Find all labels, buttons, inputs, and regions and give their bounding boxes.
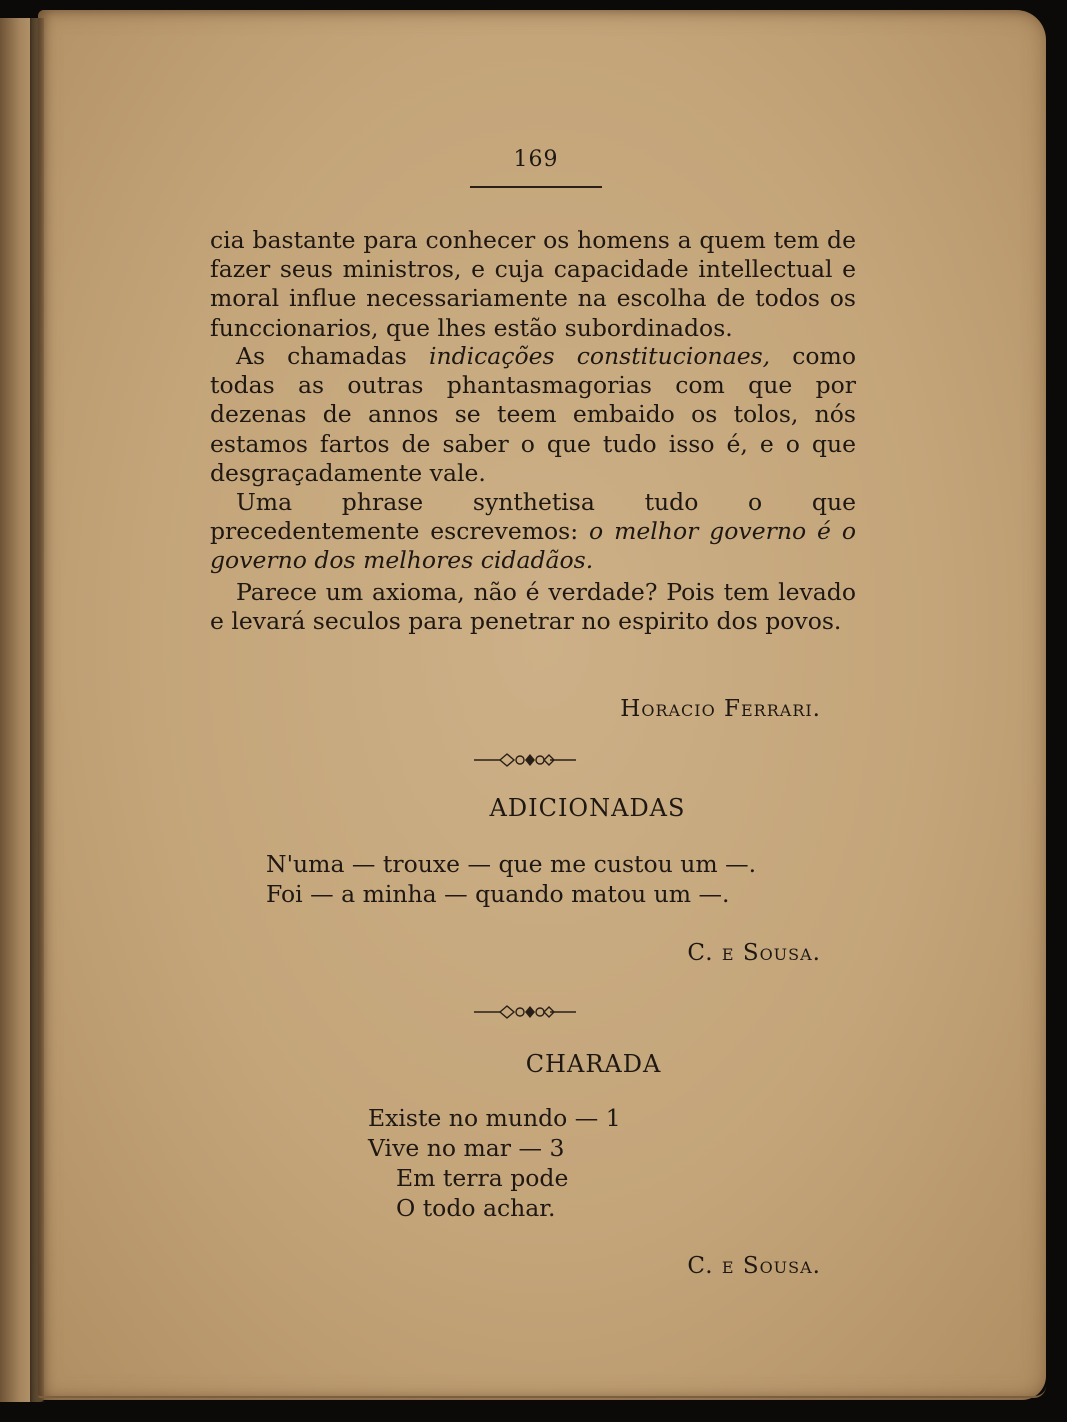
section-signature: C. e Sousa. — [687, 1253, 821, 1279]
article-signature: Horacio Ferrari. — [620, 696, 821, 722]
paragraph — [210, 578, 856, 636]
verse-line: N'uma — trouxe — que me custou um —. — [266, 850, 757, 878]
paragraph-text: Parece um axioma, não é verdade? Pois tem levado e levará seculos para penetrar no espirito dos povos. — [210, 578, 856, 636]
ornament-divider — [470, 1002, 580, 1022]
italic-text: o melhor governo é o governo dos melhores cidadãos. — [210, 517, 856, 575]
page-number: 169 — [513, 147, 559, 172]
verse-line: Vive no mar — 3 — [368, 1134, 565, 1162]
paragraph — [210, 342, 856, 488]
paragraph-text: cia bastante para conhecer os homens a quem tem de fazer seus ministros, e cuja capacidade intellectual e moral influe necessariamente na escolha de todos os funccionarios, que lhes estão subordinados. — [210, 226, 856, 342]
paragraph — [210, 488, 856, 576]
paragraph-text: Uma phrase synthetisa tudo o que precedentemente escrevemos: — [210, 488, 856, 546]
paragraph-text: como todas as outras phantasmagorias com que por dezenas de annos se teem embaido os tolos, nós estamos fartos de saber o que tudo isso é, e o que desgraçadamente vale. — [210, 342, 856, 487]
verse-line: Em terra pode — [396, 1164, 569, 1192]
verse-line: O todo achar. — [396, 1194, 556, 1222]
verse-line: Existe no mundo — 1 — [368, 1104, 621, 1132]
ornament-divider — [470, 750, 580, 770]
header-rule — [470, 186, 602, 188]
section-title: CHARADA — [525, 1050, 662, 1078]
paragraph-text: As chamadas — [236, 342, 429, 370]
section-signature: C. e Sousa. — [687, 940, 821, 966]
book-gutter — [30, 18, 44, 1402]
verse-line: Foi — a minha — quando matou um —. — [266, 880, 730, 908]
paragraph — [210, 226, 856, 343]
section-title: ADICIONADAS — [489, 794, 686, 822]
italic-text: indicações constitucionaes, — [428, 342, 771, 370]
